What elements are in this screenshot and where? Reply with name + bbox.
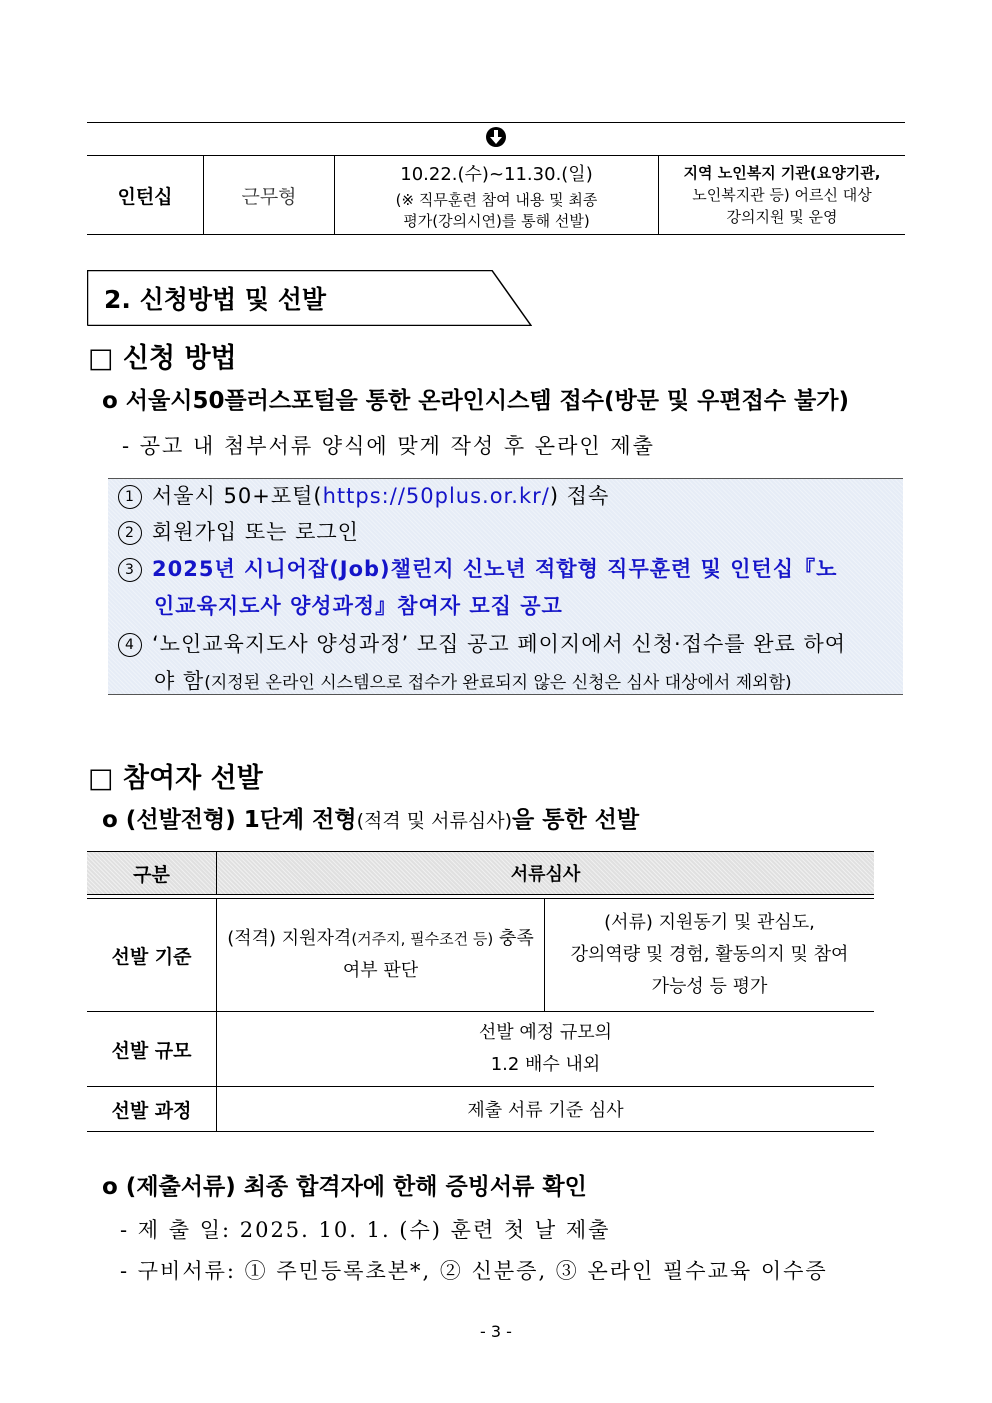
documents-line-1: (서류) 지원동기 및 관심도, xyxy=(604,912,815,933)
select-line-post: 을 통한 선발 xyxy=(512,807,640,833)
step-4-number: 4 xyxy=(118,633,142,657)
apply-heading: □ 신청 방법 xyxy=(88,343,237,374)
place-line-2-text: 노인복지관 등) 어르신 대상 xyxy=(692,186,872,204)
place-line-3: 강의지원 및 운영 xyxy=(726,208,838,226)
select-line-pre: o (선발전형) 1단계 전형 xyxy=(102,807,357,833)
down-arrow-icon xyxy=(87,123,905,156)
row-process-value: 제출 서류 기준 심사 xyxy=(217,1087,875,1132)
row-scale-label: 선발 규모 xyxy=(87,1012,217,1087)
docs-main-line: o (제출서류) 최종 합격자에 한해 증빙서류 확인 xyxy=(102,1174,587,1200)
row-criteria-label: 선발 기준 xyxy=(87,899,217,1012)
place-line-2 xyxy=(659,184,905,206)
documents-line-3: 가능성 등 평가 xyxy=(651,976,768,997)
row-criteria-documents xyxy=(545,899,875,1012)
apply-sub-line: - 공고 내 첨부서류 양식에 맞게 작성 후 온라인 제출 xyxy=(122,434,655,458)
table-header-category: 구분 xyxy=(87,852,217,895)
selection-table xyxy=(87,851,874,1132)
section-title: 2. 신청방법 및 선발 xyxy=(104,285,327,314)
row-criteria-eligibility xyxy=(217,899,545,1012)
step-1 xyxy=(118,480,609,510)
step-1-pre: 서울시 50+포털( xyxy=(152,484,323,508)
scale-line-1: 선발 예정 규모의 xyxy=(478,1022,613,1043)
page-number: - 3 - xyxy=(480,1322,512,1341)
eligibility-pre: (적격) 지원자격 xyxy=(227,928,352,949)
step-2-number: 2 xyxy=(118,521,142,545)
program-period xyxy=(335,156,659,235)
down-arrow-icon-svg xyxy=(485,126,507,148)
step-4-note: (지정된 온라인 시스템으로 접수가 완료되지 않은 신청은 심사 대상에서 제외함) xyxy=(204,673,792,693)
training-schedule-table xyxy=(87,122,905,235)
apply-main-line: o 서울시50플러스포털을 통한 온라인시스템 접수(방문 및 우편접수 불가) xyxy=(102,388,849,414)
step-3-text-b: 인교육지도사 양성과정』참여자 모집 공고 xyxy=(154,594,563,618)
row-scale-value xyxy=(217,1012,875,1087)
step-3-number: 3 xyxy=(118,558,142,582)
row-process-label: 선발 과정 xyxy=(87,1087,217,1132)
docs-date-line: - 제 출 일: 2025. 10. 1. (수) 훈련 첫 날 제출 xyxy=(120,1218,611,1242)
select-line-mid: (적격 및 서류심사) xyxy=(356,810,512,832)
place-line-1: 지역 노인복지 기관(요양기관, xyxy=(683,164,881,182)
step-2-text: 회원가입 또는 로그인 xyxy=(152,520,359,544)
docs-required-line: - 구비서류: ① 주민등록초본*, ② 신분증, ③ 온라인 필수교육 이수증 xyxy=(120,1259,828,1283)
step-3-text-a: 2025년 시니어잡(Job)챌린지 신노년 적합형 직무훈련 및 인턴십『노 xyxy=(152,557,838,581)
eligibility-line-2: 여부 판단 xyxy=(342,960,419,981)
step-4-text-b: 야 함 xyxy=(154,669,205,693)
eligibility-line-1 xyxy=(223,923,538,955)
step-4 xyxy=(118,628,846,658)
eligibility-small: (거주지, 필수조건 등) xyxy=(351,930,494,948)
step-3 xyxy=(118,553,837,583)
period-note-2: 평가(강의시연)를 통해 선발) xyxy=(403,211,590,230)
portal-link[interactable]: https://50plus.or.kr/ xyxy=(322,484,550,508)
program-place xyxy=(659,156,906,235)
program-form: 근무형 xyxy=(204,156,335,235)
period-note-1: (※ 직무훈련 참여 내용 및 최종 xyxy=(395,190,598,209)
select-heading: □ 참여자 선발 xyxy=(88,763,263,794)
table-header-review: 서류심사 xyxy=(217,852,875,895)
step-1-post: ) 접속 xyxy=(549,484,610,508)
period-main: 10.22.(수)~11.30.(일) xyxy=(400,163,593,185)
step-2 xyxy=(118,516,359,546)
eligibility-post: 충족 xyxy=(493,928,534,949)
select-main-line xyxy=(102,801,639,834)
apply-steps-box xyxy=(108,478,903,695)
step-4-text-a: ‘노인교육지도사 양성과정’ 모집 공고 페이지에서 신청·접수를 완료 하여 xyxy=(152,632,847,656)
documents-line-2: 강의역량 및 경험, 활동의지 및 참여 xyxy=(570,944,849,965)
scale-line-2: 1.2 배수 내외 xyxy=(490,1054,601,1075)
step-1-number: 1 xyxy=(118,485,142,509)
step-4-line-2 xyxy=(154,665,792,695)
program-type: 인턴십 xyxy=(87,156,204,235)
